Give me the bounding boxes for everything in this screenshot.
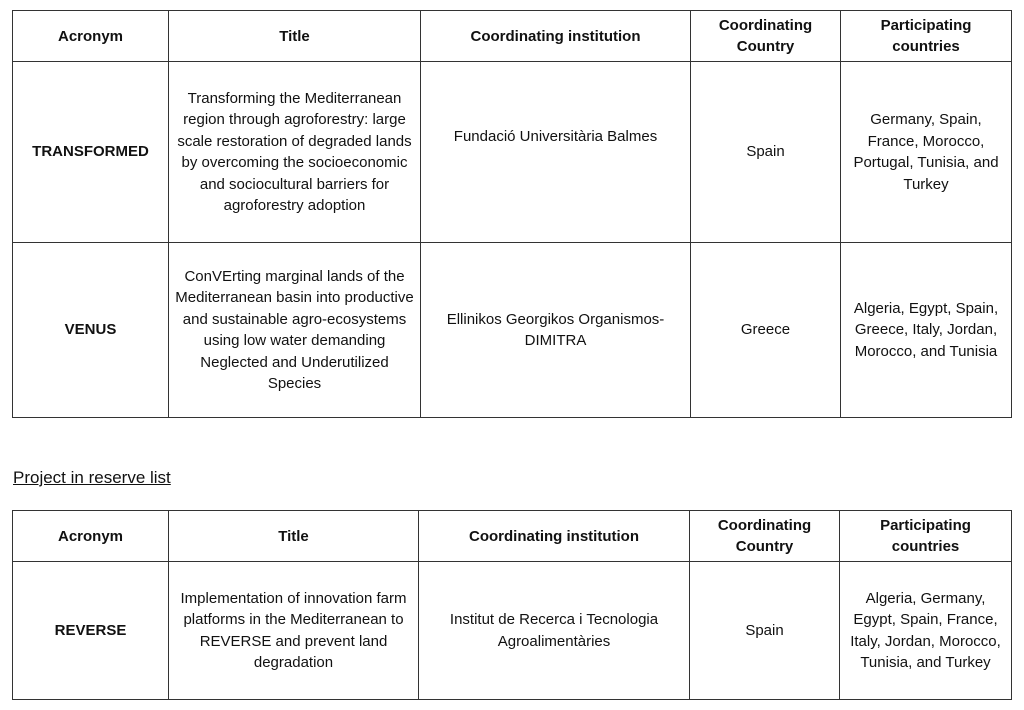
column-header-participants: Participating countries xyxy=(841,11,1012,62)
project-country: Spain xyxy=(691,62,841,243)
reserve-list-heading: Project in reserve list xyxy=(13,468,171,487)
project-participants: Algeria, Germany, Egypt, Spain, France, Italy, Jordan, Morocco, Tunisia, and Turkey xyxy=(840,562,1012,700)
project-acronym: REVERSE xyxy=(13,562,169,700)
column-header-country: Coordinating Country xyxy=(691,11,841,62)
project-title: Implementation of innovation farm platforms in the Mediterranean to REVERSE and prevent land degradation xyxy=(169,562,419,700)
column-header-country: Coordinating Country xyxy=(690,511,840,562)
project-institution: Ellinikos Georgikos Organismos-DIMITRA xyxy=(421,243,691,418)
column-header-participants: Participating countries xyxy=(840,511,1012,562)
column-header-institution: Coordinating institution xyxy=(421,11,691,62)
column-header-institution: Coordinating institution xyxy=(419,511,690,562)
project-country: Greece xyxy=(691,243,841,418)
project-institution: Institut de Recerca i Tecnologia Agroalimentàries xyxy=(419,562,690,700)
project-country: Spain xyxy=(690,562,840,700)
project-title: ConVErting marginal lands of the Mediterranean basin into productive and sustainable agro-ecosystems using low water demanding Neglected and Underutilized Species xyxy=(169,243,421,418)
project-participants: Germany, Spain, France, Morocco, Portugal, Tunisia, and Turkey xyxy=(841,62,1012,243)
column-header-title: Title xyxy=(169,11,421,62)
project-institution: Fundació Universitària Balmes xyxy=(421,62,691,243)
project-title: Transforming the Mediterranean region through agroforestry: large scale restoration of degraded lands by overcoming the socioeconomic and sociocultural barriers for agroforestry adoption xyxy=(169,62,421,243)
reserve-projects-table xyxy=(12,510,1012,700)
table-header-row xyxy=(13,511,1012,562)
selected-projects-table xyxy=(12,10,1012,418)
table-row xyxy=(13,562,1012,700)
table-header-row xyxy=(13,11,1012,62)
column-header-acronym: Acronym xyxy=(13,11,169,62)
column-header-acronym: Acronym xyxy=(13,511,169,562)
project-acronym: VENUS xyxy=(13,243,169,418)
table-row xyxy=(13,62,1012,243)
table-row xyxy=(13,243,1012,418)
column-header-title: Title xyxy=(169,511,419,562)
project-participants: Algeria, Egypt, Spain, Greece, Italy, Jordan, Morocco, and Tunisia xyxy=(841,243,1012,418)
project-acronym: TRANSFORMED xyxy=(13,62,169,243)
